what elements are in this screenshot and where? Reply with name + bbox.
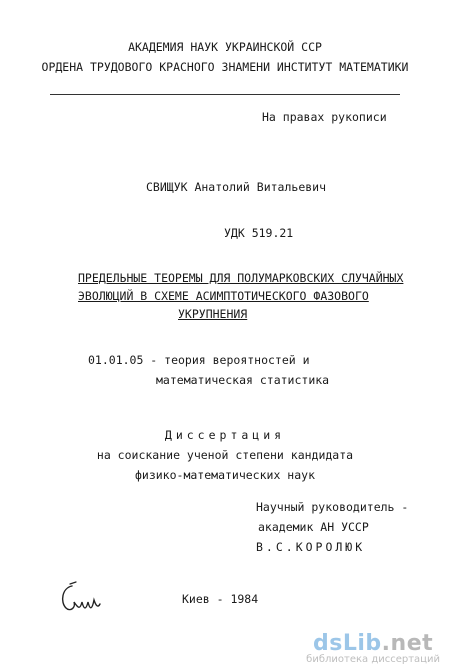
handwritten-signature-icon (58, 580, 102, 616)
title-line-1: ПРЕДЕЛЬНЫЕ ТЕОРЕМЫ ДЛЯ ПОЛУМАРКОВСКИХ СЛУЧАЙНЫХ (78, 271, 404, 285)
dissertation-label: Диссертация (164, 428, 286, 442)
watermark-logo-tld: .net (381, 631, 434, 656)
title-line-3: УКРУПНЕНИЯ (178, 307, 248, 321)
header-institute: ОРДЕНА ТРУДОВОГО КРАСНОГО ЗНАМЕНИ ИНСТИТУТ МАТЕМАТИКИ (41, 60, 409, 74)
dissertation-field: физико-математических наук (134, 468, 315, 482)
supervisor-line-1: Научный руководитель - (256, 500, 409, 514)
watermark-subtitle: библиотека диссертаций (306, 654, 440, 665)
watermark-logo (306, 631, 440, 656)
header-divider (50, 94, 400, 95)
specialty-line-1: 01.01.05 - теория вероятностей и (88, 353, 310, 367)
watermark-logo-name: dsLib (313, 631, 382, 656)
author-name: СВИЩУК Анатолий Витальевич (146, 180, 327, 194)
city-year: Киев - 1984 (182, 592, 259, 606)
supervisor-line-2: академик АН УССР (258, 520, 369, 534)
specialty-block (88, 350, 329, 390)
supervisor-name: В.С.КОРОЛЮК (256, 540, 366, 554)
dissertation-degree: на соискание ученой степени кандидата (96, 448, 354, 462)
supervisor-block (256, 497, 408, 557)
specialty-line-2: математическая статистика (156, 373, 330, 387)
udc-code: УДК 519.21 (224, 226, 294, 240)
site-watermark (306, 631, 440, 665)
manuscript-note: На правах рукописи (262, 110, 387, 124)
dissertation-title (78, 269, 404, 323)
header-academy: АКАДЕМИЯ НАУК УКРАИНСКОЙ ССР (128, 40, 322, 54)
title-line-2: ЭВОЛЮЦИЙ В СХЕМЕ АСИМПТОТИЧЕСКОГО ФАЗОВОГО (78, 289, 369, 303)
